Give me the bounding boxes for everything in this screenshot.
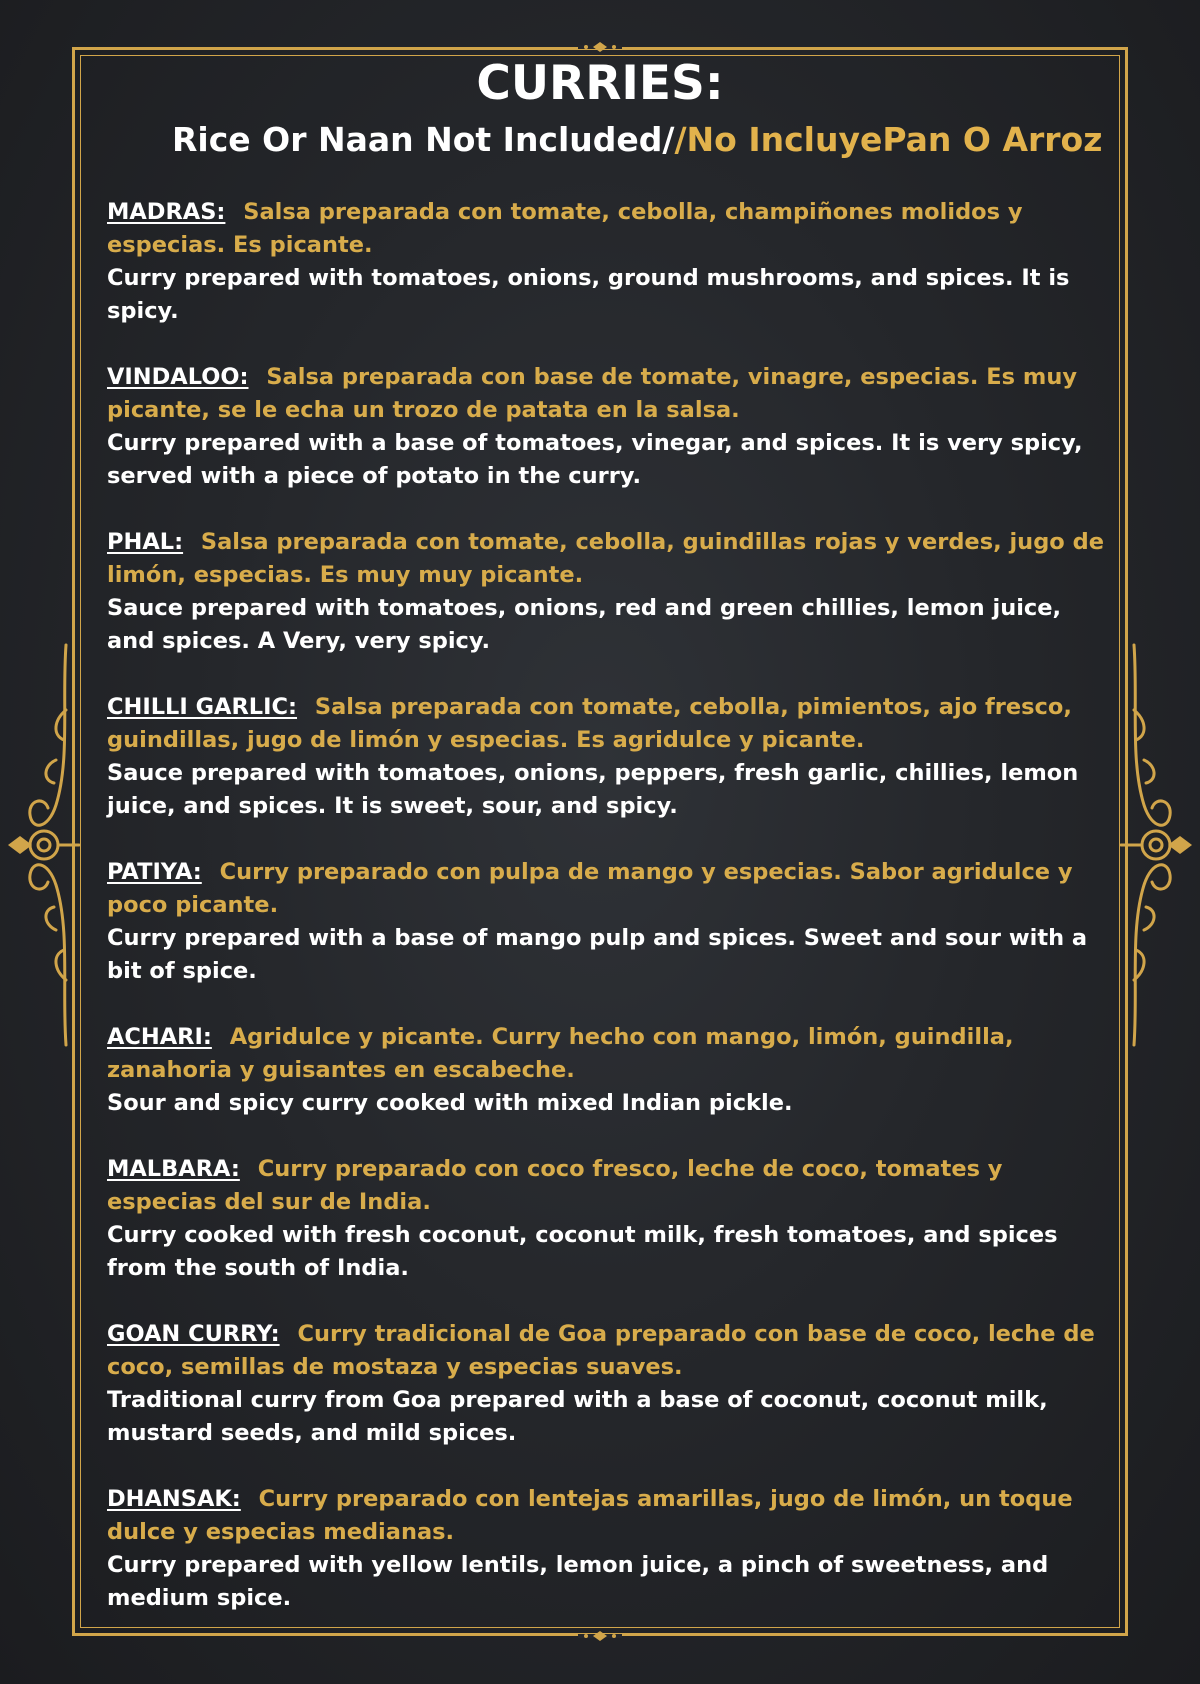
item-description-english: Curry prepared with a base of tomatoes, vinegar, and spices. It is very spicy, served with a piece of potato in the curry.: [107, 430, 1083, 489]
item-description-english: Curry prepared with yellow lentils, lemon juice, a pinch of sweetness, and medium spice.: [107, 1552, 1049, 1611]
item-description-spanish: Salsa preparada con tomate, cebolla, champiñones molidos y especias. Es picante.: [107, 199, 1023, 258]
item-name: PHAL:: [107, 529, 184, 555]
menu-item-malbara: [107, 1153, 1107, 1285]
subtitle-english: Rice Or Naan Not Included/: [172, 120, 675, 159]
item-description-english: Curry cooked with fresh coconut, coconut milk, fresh tomatoes, and spices from the south of India.: [107, 1222, 1058, 1281]
item-description-english: Traditional curry from Goa prepared with a base of coconut, coconut milk, mustard seeds, and mild spices.: [107, 1387, 1048, 1446]
item-description-spanish: Salsa preparada con tomate, cebolla, guindillas rojas y verdes, jugo de limón, especias. Es muy muy picante.: [107, 529, 1104, 588]
menu-item-chilli-garlic: [107, 691, 1107, 823]
right-scroll-ornament-icon: [1116, 640, 1196, 1050]
curry-menu-list: [107, 196, 1107, 1648]
menu-item-patiya: [107, 856, 1107, 988]
item-description-spanish: Curry preparado con pulpa de mango y especias. Sabor agridulce y poco picante.: [107, 859, 1073, 918]
item-description-english: Curry prepared with tomatoes, onions, ground mushrooms, and spices. It is spicy.: [107, 265, 1070, 324]
item-description-english: Curry prepared with a base of mango pulp and spices. Sweet and sour with a bit of spice.: [107, 925, 1088, 984]
item-description-spanish: Salsa preparada con tomate, cebolla, pimientos, ajo fresco, guindillas, jugo de limón y especias. Es agridulce y picante.: [107, 694, 1072, 753]
menu-item-goan-curry: [107, 1318, 1107, 1450]
item-description-spanish: Curry tradicional de Goa preparado con base de coco, leche de coco, semillas de mostaza y especias suaves.: [107, 1321, 1095, 1380]
menu-item-achari: [107, 1021, 1107, 1120]
item-description-english: Sauce prepared with tomatoes, onions, peppers, fresh garlic, chillies, lemon juice, and spices. It is sweet, sour, and spicy.: [107, 760, 1079, 819]
item-name: MADRAS:: [107, 199, 226, 225]
item-name: MALBARA:: [107, 1156, 240, 1182]
menu-item-vindaloo: [107, 361, 1107, 493]
item-name: CHILLI GARLIC:: [107, 694, 298, 720]
menu-item-dhansak: [107, 1483, 1107, 1615]
item-description-spanish: Curry preparado con lentejas amarillas, jugo de limón, un toque dulce y especias medianas.: [107, 1486, 1073, 1545]
item-description-spanish: Agridulce y picante. Curry hecho con mango, limón, guindilla, zanahoria y guisantes en escabeche.: [107, 1024, 1014, 1083]
page-title: CURRIES:: [476, 56, 724, 111]
item-name: DHANSAK:: [107, 1486, 241, 1512]
item-name: GOAN CURRY:: [107, 1321, 280, 1347]
item-name: VINDALOO:: [107, 364, 249, 390]
left-scroll-ornament-icon: [4, 640, 84, 1050]
item-name: PATIYA:: [107, 859, 202, 885]
menu-item-madras: [107, 196, 1107, 328]
item-name: ACHARI:: [107, 1024, 212, 1050]
item-description-english: Sour and spicy curry cooked with mixed Indian pickle.: [107, 1090, 793, 1116]
menu-item-phal: [107, 526, 1107, 658]
page-subtitle: [172, 115, 1132, 165]
item-description-english: Sauce prepared with tomatoes, onions, red and green chillies, lemon juice, and spices. A Very, very spicy.: [107, 595, 1062, 654]
item-description-spanish: Curry preparado con coco fresco, leche de coco, tomates y especias del sur de India.: [107, 1156, 1003, 1215]
item-description-spanish: Salsa preparada con base de tomate, vinagre, especias. Es muy picante, se le echa un trozo de patata en la salsa.: [107, 364, 1078, 423]
subtitle-spanish: /No IncluyePan O Arroz: [674, 120, 1103, 159]
